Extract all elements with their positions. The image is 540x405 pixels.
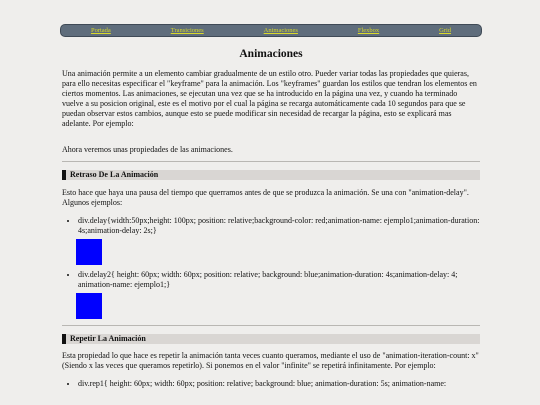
page-title: Animaciones [239,48,303,60]
main-content [62,48,480,392]
intro-paragraph-2: Ahora veremos unas propiedades de las animaciones. [62,145,233,154]
nav-link-transiciones[interactable]: Transiciones [170,27,204,34]
section-heading-delay: Retraso De La Animación [62,170,480,180]
section-heading-repeat: Repetir La Animación [62,334,480,344]
code-example: div.rep1{ height: 60px; width: 60px; position: relative; background: blue; animation-duration: 5s; animation-name: [78,379,447,388]
list-item [78,379,480,389]
section-repeat-text: Esta propiedad lo que hace es repetir la animación tanta veces cuanto queramos, mediante el uso de "animation-iteration-count: x" (Siendo x las veces que queramos repetirlo). Si ponemos en el valor "infinite" se repetirá infinitamente. Por ejemplo: [62,351,479,370]
divider [62,161,480,162]
demo-box [76,239,102,265]
nav-link-grid[interactable]: Grid [439,27,452,34]
code-example: div.delay{width:50px;height: 100px; position: relative;background-color: red;animation-name: ejemplo1;animation-duration: 4s;animation-delay: 2s;} [78,216,480,235]
nav-link-portada[interactable]: Portada [90,27,111,34]
divider [62,325,480,326]
code-example: div.delay2{ height: 60px; width: 60px; position: relative; background: blue;animation-duration: 4s;animation-delay: 4; animation-name: ejemplo1;} [78,270,458,289]
delay-examples-list [62,216,480,319]
repeat-examples-list [62,379,480,389]
list-item [78,216,480,265]
top-nav [60,24,482,37]
nav-link-animaciones[interactable]: Animaciones [263,27,298,34]
demo-box [76,293,102,319]
section-delay-text: Esto hace que haya una pausa del tiempo que querramos antes de que se produzca la animación. Se una con "animation-delay". Algunos ejemplos: [62,188,469,207]
list-item [78,270,480,319]
nav-link-flexbox[interactable]: Flexbox [357,27,380,34]
intro-paragraph: Una animación permite a un elemento cambiar gradualmente de un estilo otro. Pueder variar todas las propiedades que quieras, para ello necesitas especificar el "keyframe" para la animación. Los "keyframes" guardan los estilos que tendran los elementos en ciertos momentos. Las animaciones, se ejecutan una vez que se ha introducido en la página una vez, y cuando ha terminado vuelve a su posicion original, este es el motivo por el cual la página se recarga automáticamente cada 10 segundos para que se puedan observar estos cambios, aunque esto se puede modificar sin necesidad de recargar la página, esto se explicará mas adelante. Por ejemplo: [62,69,477,128]
